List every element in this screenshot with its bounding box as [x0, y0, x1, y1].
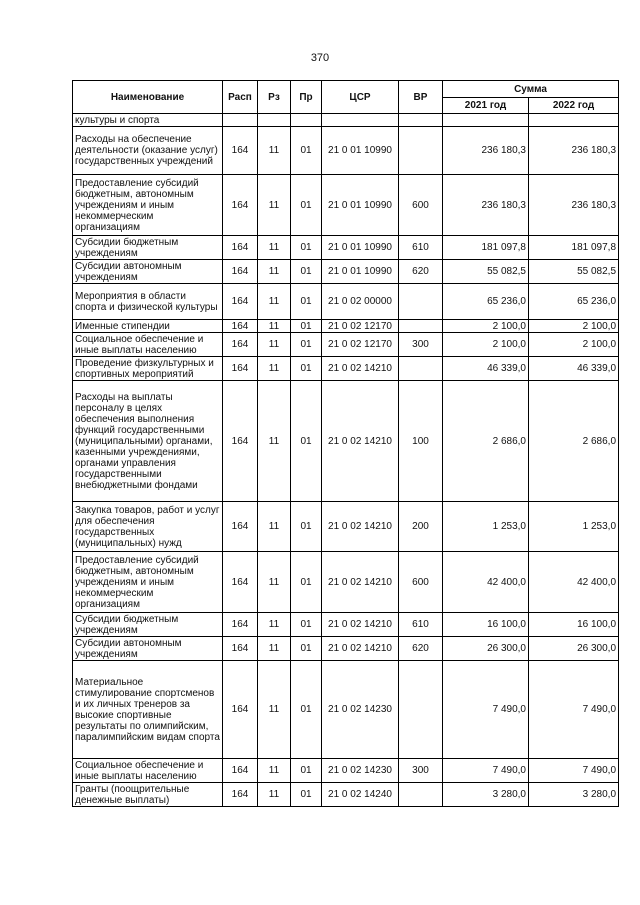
- cell-pr: 01: [291, 175, 322, 236]
- cell-csr: 21 0 02 12170: [322, 320, 399, 333]
- cell-y2022: 236 180,3: [529, 175, 619, 236]
- cell-rz: 11: [258, 175, 291, 236]
- cell-pr: 01: [291, 552, 322, 613]
- cell-pr: 01: [291, 236, 322, 260]
- cell-csr: 21 0 01 10990: [322, 175, 399, 236]
- cell-rasp: 164: [223, 381, 258, 502]
- cell-name: Гранты (поощрительные денежные выплаты): [73, 783, 223, 807]
- cell-rz: 11: [258, 236, 291, 260]
- cell-name: Социальное обеспечение и иные выплаты населению: [73, 333, 223, 357]
- cell-pr: 01: [291, 661, 322, 759]
- header-2021: 2021 год: [443, 98, 529, 114]
- cell-name: Проведение физкультурных и спортивных мероприятий: [73, 357, 223, 381]
- cell-name: культуры и спорта: [73, 114, 223, 127]
- cell-y2022: [529, 114, 619, 127]
- header-rasp: Расп: [223, 81, 258, 114]
- cell-rasp: 164: [223, 357, 258, 381]
- cell-rz: 11: [258, 759, 291, 783]
- cell-csr: 21 0 02 14210: [322, 637, 399, 661]
- table-row: [73, 552, 619, 613]
- table-row: [73, 357, 619, 381]
- table-row: [73, 175, 619, 236]
- cell-y2022: 16 100,0: [529, 613, 619, 637]
- cell-rasp: 164: [223, 502, 258, 552]
- cell-y2021: 2 100,0: [443, 333, 529, 357]
- cell-y2021: 7 490,0: [443, 661, 529, 759]
- cell-y2021: 65 236,0: [443, 284, 529, 320]
- cell-rz: 11: [258, 381, 291, 502]
- cell-rasp: 164: [223, 783, 258, 807]
- cell-rasp: 164: [223, 333, 258, 357]
- cell-name: Материальное стимулирование спортсменов и их личных тренеров за высокие спортивные результаты по олимпийским, паралимпийским видам спорта: [73, 661, 223, 759]
- cell-name: Именные стипендии: [73, 320, 223, 333]
- table-row: [73, 333, 619, 357]
- cell-pr: 01: [291, 637, 322, 661]
- cell-rz: 11: [258, 320, 291, 333]
- cell-vr: 600: [399, 552, 443, 613]
- cell-pr: 01: [291, 260, 322, 284]
- cell-rz: 11: [258, 127, 291, 175]
- cell-rz: 11: [258, 333, 291, 357]
- header-name: Наименование: [73, 81, 223, 114]
- cell-rasp: 164: [223, 759, 258, 783]
- cell-rasp: 164: [223, 127, 258, 175]
- cell-rasp: 164: [223, 552, 258, 613]
- table-row: [73, 381, 619, 502]
- cell-rz: 11: [258, 260, 291, 284]
- cell-vr: 610: [399, 613, 443, 637]
- cell-csr: 21 0 02 14210: [322, 552, 399, 613]
- cell-csr: 21 0 02 12170: [322, 333, 399, 357]
- cell-y2022: 1 253,0: [529, 502, 619, 552]
- cell-vr: 100: [399, 381, 443, 502]
- cell-vr: 300: [399, 333, 443, 357]
- cell-pr: 01: [291, 320, 322, 333]
- table-body: [73, 114, 619, 807]
- cell-y2022: 42 400,0: [529, 552, 619, 613]
- table-row: [73, 260, 619, 284]
- table-row: [73, 613, 619, 637]
- cell-y2021: 1 253,0: [443, 502, 529, 552]
- cell-csr: 21 0 02 14210: [322, 381, 399, 502]
- table-row: [73, 127, 619, 175]
- cell-vr: 300: [399, 759, 443, 783]
- cell-vr: [399, 357, 443, 381]
- cell-y2021: 3 280,0: [443, 783, 529, 807]
- cell-name: Субсидии автономным учреждениям: [73, 637, 223, 661]
- budget-table: [72, 80, 619, 807]
- cell-y2021: 236 180,3: [443, 127, 529, 175]
- cell-y2022: 236 180,3: [529, 127, 619, 175]
- cell-rasp: 164: [223, 260, 258, 284]
- cell-rz: 11: [258, 357, 291, 381]
- cell-rz: 11: [258, 552, 291, 613]
- cell-csr: 21 0 02 14210: [322, 613, 399, 637]
- cell-rasp: 164: [223, 661, 258, 759]
- cell-vr: [399, 284, 443, 320]
- cell-csr: 21 0 01 10990: [322, 127, 399, 175]
- cell-csr: 21 0 02 14230: [322, 759, 399, 783]
- cell-y2022: 46 339,0: [529, 357, 619, 381]
- cell-rz: 11: [258, 613, 291, 637]
- cell-vr: 200: [399, 502, 443, 552]
- table-row: [73, 236, 619, 260]
- table-row: [73, 661, 619, 759]
- cell-name: Расходы на обеспечение деятельности (оказание услуг) государственных учреждений: [73, 127, 223, 175]
- cell-vr: 600: [399, 175, 443, 236]
- cell-pr: 01: [291, 783, 322, 807]
- cell-pr: 01: [291, 502, 322, 552]
- cell-rz: 11: [258, 502, 291, 552]
- cell-rz: 11: [258, 661, 291, 759]
- cell-rasp: 164: [223, 637, 258, 661]
- cell-y2022: 65 236,0: [529, 284, 619, 320]
- cell-vr: [399, 661, 443, 759]
- cell-csr: 21 0 02 14240: [322, 783, 399, 807]
- cell-y2022: 26 300,0: [529, 637, 619, 661]
- cell-rz: 11: [258, 637, 291, 661]
- cell-y2021: 236 180,3: [443, 175, 529, 236]
- cell-pr: 01: [291, 613, 322, 637]
- cell-name: Предоставление субсидий бюджетным, автономным учреждениям и иным некоммерческим организациям: [73, 175, 223, 236]
- cell-rasp: [223, 114, 258, 127]
- cell-pr: [291, 114, 322, 127]
- header-vr: ВР: [399, 81, 443, 114]
- cell-y2022: 7 490,0: [529, 759, 619, 783]
- cell-y2022: 7 490,0: [529, 661, 619, 759]
- cell-y2021: 55 082,5: [443, 260, 529, 284]
- cell-name: Социальное обеспечение и иные выплаты населению: [73, 759, 223, 783]
- cell-y2021: 7 490,0: [443, 759, 529, 783]
- cell-vr: [399, 320, 443, 333]
- header-csr: ЦСР: [322, 81, 399, 114]
- table-row: [73, 502, 619, 552]
- cell-csr: 21 0 01 10990: [322, 236, 399, 260]
- header-2022: 2022 год: [529, 98, 619, 114]
- cell-y2021: 2 686,0: [443, 381, 529, 502]
- cell-y2021: 26 300,0: [443, 637, 529, 661]
- cell-vr: [399, 783, 443, 807]
- cell-y2021: [443, 114, 529, 127]
- header-rz: Рз: [258, 81, 291, 114]
- table-row: [73, 114, 619, 127]
- cell-name: Предоставление субсидий бюджетным, автономным учреждениям и иным некоммерческим организациям: [73, 552, 223, 613]
- page-number: 370: [310, 52, 330, 64]
- cell-name: Расходы на выплаты персоналу в целях обеспечения выполнения функций государственными (муниципальными) органами, казенными учреждениями, органами управления государственными внебюджетными фондами: [73, 381, 223, 502]
- cell-rasp: 164: [223, 284, 258, 320]
- cell-y2022: 181 097,8: [529, 236, 619, 260]
- cell-vr: [399, 114, 443, 127]
- cell-rz: 11: [258, 284, 291, 320]
- cell-csr: 21 0 02 14210: [322, 502, 399, 552]
- cell-y2022: 2 686,0: [529, 381, 619, 502]
- cell-y2021: 46 339,0: [443, 357, 529, 381]
- cell-y2021: 2 100,0: [443, 320, 529, 333]
- header-sum: Сумма: [443, 81, 619, 98]
- cell-rasp: 164: [223, 236, 258, 260]
- cell-name: Субсидии бюджетным учреждениям: [73, 613, 223, 637]
- cell-vr: 620: [399, 637, 443, 661]
- cell-csr: [322, 114, 399, 127]
- table-row: [73, 637, 619, 661]
- cell-y2022: 3 280,0: [529, 783, 619, 807]
- cell-pr: 01: [291, 284, 322, 320]
- table-row: [73, 320, 619, 333]
- cell-name: Субсидии бюджетным учреждениям: [73, 236, 223, 260]
- cell-rz: [258, 114, 291, 127]
- cell-y2022: 2 100,0: [529, 320, 619, 333]
- cell-csr: 21 0 02 14230: [322, 661, 399, 759]
- cell-pr: 01: [291, 381, 322, 502]
- cell-name: Мероприятия в области спорта и физической культуры: [73, 284, 223, 320]
- cell-vr: 620: [399, 260, 443, 284]
- cell-rasp: 164: [223, 320, 258, 333]
- cell-pr: 01: [291, 759, 322, 783]
- cell-rasp: 164: [223, 175, 258, 236]
- cell-csr: 21 0 02 00000: [322, 284, 399, 320]
- cell-y2022: 2 100,0: [529, 333, 619, 357]
- cell-csr: 21 0 01 10990: [322, 260, 399, 284]
- table-row: [73, 759, 619, 783]
- cell-pr: 01: [291, 127, 322, 175]
- cell-y2022: 55 082,5: [529, 260, 619, 284]
- cell-rasp: 164: [223, 613, 258, 637]
- cell-rz: 11: [258, 783, 291, 807]
- cell-vr: 610: [399, 236, 443, 260]
- table-row: [73, 783, 619, 807]
- cell-csr: 21 0 02 14210: [322, 357, 399, 381]
- table-row: [73, 284, 619, 320]
- cell-pr: 01: [291, 357, 322, 381]
- cell-name: Закупка товаров, работ и услуг для обеспечения государственных (муниципальных) нужд: [73, 502, 223, 552]
- cell-pr: 01: [291, 333, 322, 357]
- cell-y2021: 42 400,0: [443, 552, 529, 613]
- cell-y2021: 16 100,0: [443, 613, 529, 637]
- cell-name: Субсидии автономным учреждениям: [73, 260, 223, 284]
- cell-vr: [399, 127, 443, 175]
- header-pr: Пр: [291, 81, 322, 114]
- cell-y2021: 181 097,8: [443, 236, 529, 260]
